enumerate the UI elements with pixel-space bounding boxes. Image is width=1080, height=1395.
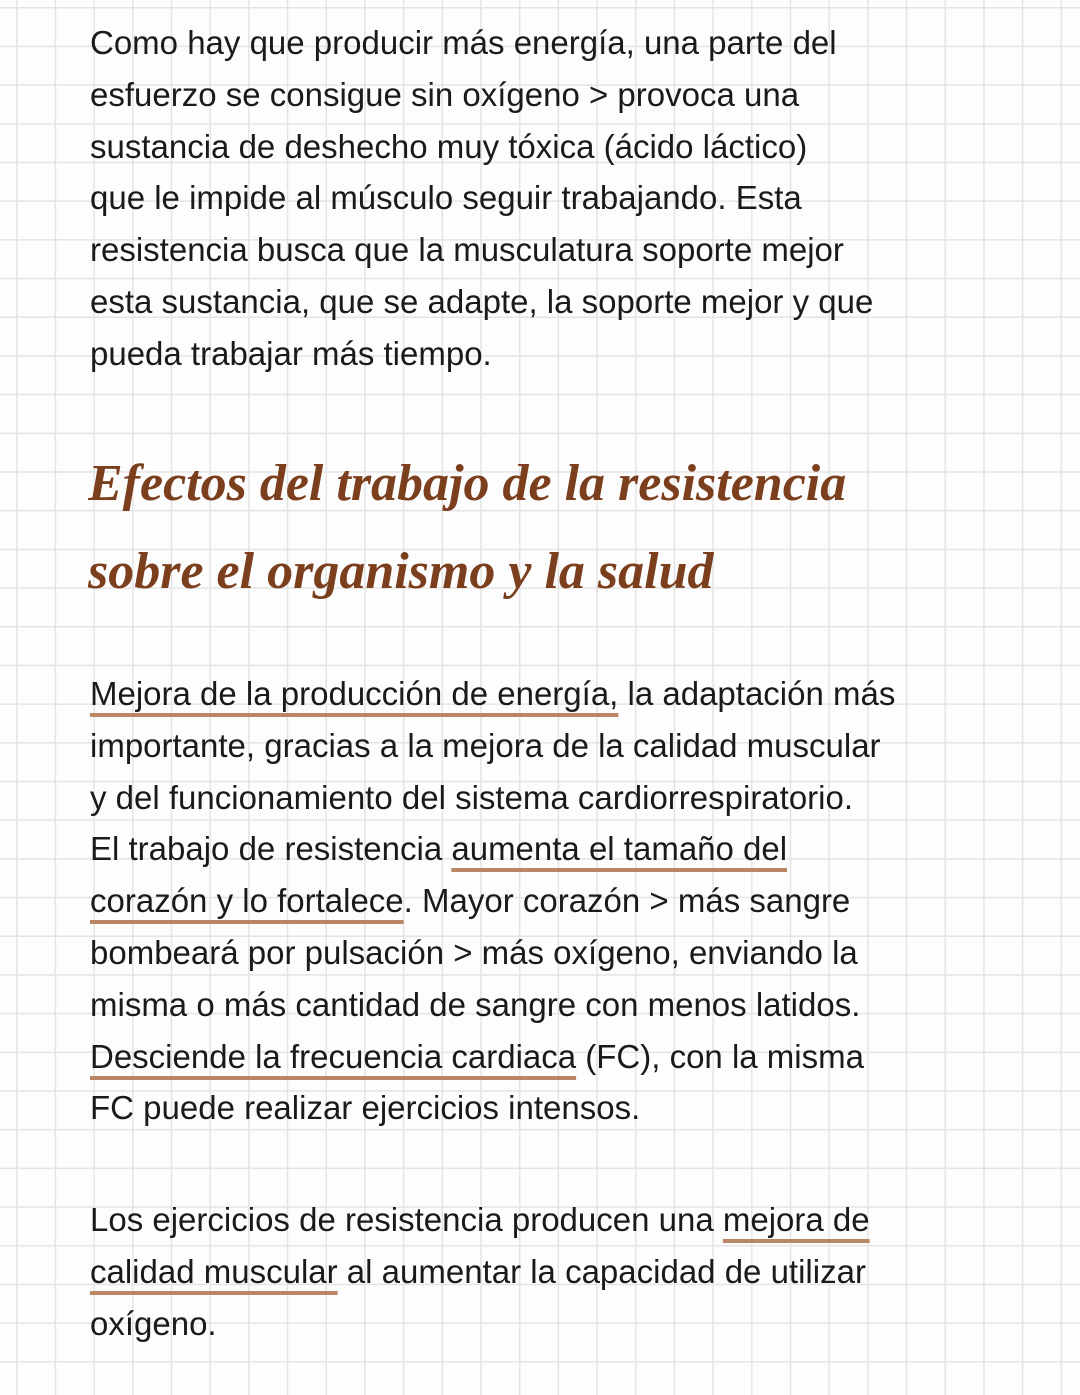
underlined-text: Mejora de la producción de energía, — [90, 675, 619, 712]
text-line: sustancia de deshecho muy tóxica (ácido láctico) — [90, 127, 808, 165]
intro-paragraph — [90, 17, 1060, 380]
text-line: que le impide al músculo seguir trabajando. Esta — [90, 179, 802, 217]
text-line: y del funcionamiento del sistema cardiorrespiratorio. — [90, 778, 854, 816]
text: (FC), con la misma — [576, 1037, 864, 1075]
text-line: FC puede realizar ejercicios intensos. — [90, 1089, 641, 1127]
text-line: importante, gracias a la mejora de la calidad muscular — [90, 726, 881, 764]
effects-paragraph — [90, 668, 1060, 1134]
text-line: bombeará por pulsación > más oxígeno, enviando la — [90, 933, 858, 971]
text-line — [90, 668, 1060, 720]
text-line — [90, 823, 1060, 875]
text-line: oxígeno. — [90, 1304, 217, 1342]
text: . Mayor corazón > más sangre — [403, 882, 851, 920]
heading-line: Efectos del trabajo de la resistencia — [88, 455, 847, 512]
underlined-text: mejora de — [722, 1201, 870, 1238]
text-line: pueda trabajar más tiempo. — [90, 334, 492, 372]
muscle-paragraph — [90, 1194, 1060, 1349]
text-line — [90, 875, 1060, 927]
text-line: esta sustancia, que se adapte, la soporte mejor y que — [90, 282, 874, 320]
text: la adaptación más — [618, 675, 896, 712]
text-line — [90, 1246, 1060, 1298]
text-line: resistencia busca que la musculatura soporte mejor — [90, 231, 844, 269]
section-heading — [88, 440, 1068, 616]
text: Los ejercicios de resistencia producen una — [90, 1201, 723, 1238]
text-line — [90, 1194, 1060, 1246]
text: al aumentar la capacidad de utilizar — [337, 1252, 866, 1290]
text-line: esfuerzo se consigue sin oxígeno > provoca una — [90, 75, 800, 113]
text-line: misma o más cantidad de sangre con menos latidos. — [90, 985, 861, 1023]
underlined-text: calidad muscular — [90, 1252, 338, 1290]
text-line — [90, 1031, 1060, 1083]
heading-line: sobre el organismo y la salud — [88, 543, 714, 600]
underlined-text: corazón y lo fortalece — [90, 882, 404, 920]
underlined-text: Desciende la frecuencia cardiaca — [90, 1037, 577, 1075]
text: El trabajo de resistencia — [90, 830, 452, 868]
text-line: Como hay que producir más energía, una parte del — [90, 24, 837, 61]
underlined-text: aumenta el tamaño del — [451, 830, 788, 868]
